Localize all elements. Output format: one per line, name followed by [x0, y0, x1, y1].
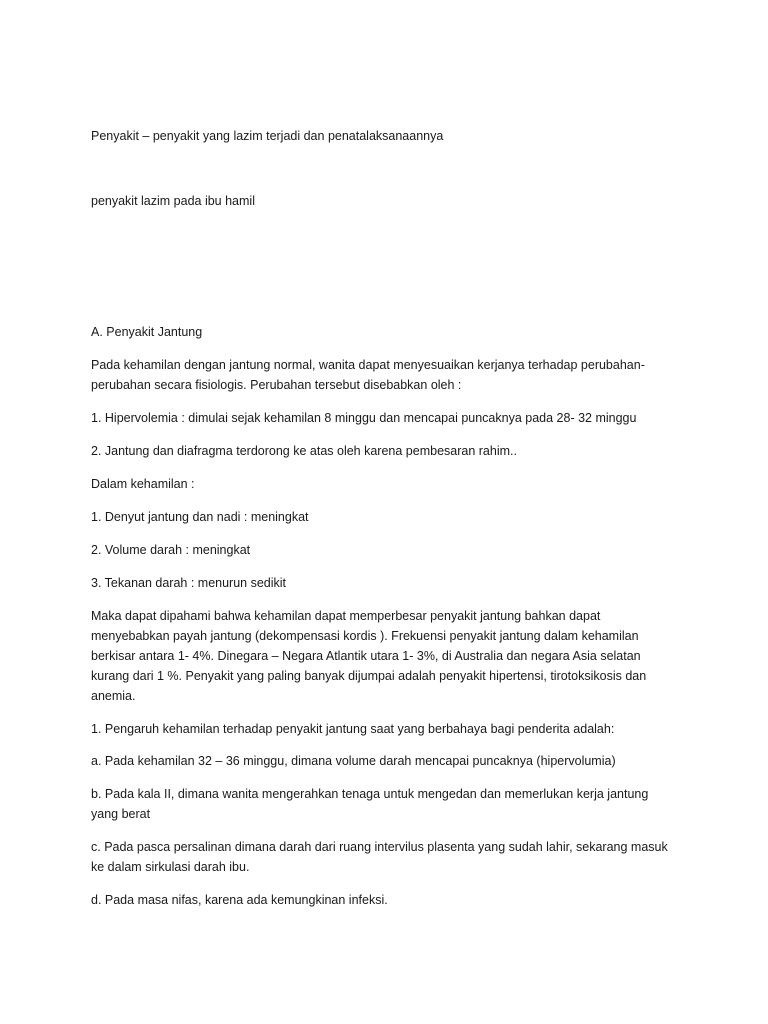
section-heading: A. Penyakit Jantung	[91, 325, 203, 339]
pregnancy-item-3: 3. Tekanan darah : menurun sedikit	[91, 576, 287, 590]
document-subtitle: penyakit lazim pada ibu hamil	[91, 194, 255, 208]
item-a: a. Pada kehamilan 32 – 36 minggu, dimana volume darah mencapai puncaknya (hipervolumia)	[91, 754, 616, 768]
text-line: b. Pada kala II, dimana wanita mengerahkan tenaga untuk mengedan dan memerlukan kerja jantung	[91, 787, 649, 801]
text-line: menyebabkan payah jantung (dekompensasi kordis ). Frekuensi penyakit jantung dalam kehamilan	[91, 629, 639, 643]
text-line: berkisar antara 1- 4%. Dinegara – Negara Atlantik utara 1- 3%, di Australia dan negara Asia selatan	[91, 649, 641, 663]
influence-heading: 1. Pengaruh kehamilan terhadap penyakit jantung saat yang berbahaya bagi penderita adalah:	[91, 722, 615, 736]
pregnancy-label: Dalam kehamilan :	[91, 477, 195, 491]
intro-paragraph	[91, 355, 681, 395]
pregnancy-item-2: 2. Volume darah : meningkat	[91, 543, 251, 557]
text-line: perubahan secara fisiologis. Perubahan tersebut disebabkan oleh :	[91, 378, 462, 392]
text-line: ke dalam sirkulasi darah ibu.	[91, 860, 250, 874]
document-title: Penyakit – penyakit yang lazim terjadi dan penatalaksanaannya	[91, 129, 444, 143]
cause-item-1: 1. Hipervolemia : dimulai sejak kehamilan 8 minggu dan mencapai puncaknya pada 28- 32 minggu	[91, 411, 637, 425]
summary-paragraph	[91, 606, 681, 706]
text-line: Pada kehamilan dengan jantung normal, wanita dapat menyesuaikan kerjanya terhadap perubahan-	[91, 358, 645, 372]
cause-item-2: 2. Jantung dan diafragma terdorong ke atas oleh karena pembesaran rahim..	[91, 444, 517, 458]
text-line: yang berat	[91, 807, 151, 821]
pregnancy-item-1: 1. Denyut jantung dan nadi : meningkat	[91, 510, 309, 524]
text-line: kurang dari 1 %. Penyakit yang paling banyak dijumpai adalah penyakit hipertensi, tirotoksikosis dan	[91, 669, 647, 683]
text-line: anemia.	[91, 689, 136, 703]
item-b	[91, 784, 681, 824]
item-d: d. Pada masa nifas, karena ada kemungkinan infeksi.	[91, 893, 388, 907]
text-line: Maka dapat dipahami bahwa kehamilan dapat memperbesar penyakit jantung bahkan dapat	[91, 609, 601, 623]
text-line: c. Pada pasca persalinan dimana darah dari ruang intervilus plasenta yang sudah lahir, sekarang masuk	[91, 840, 668, 854]
item-c	[91, 837, 681, 877]
